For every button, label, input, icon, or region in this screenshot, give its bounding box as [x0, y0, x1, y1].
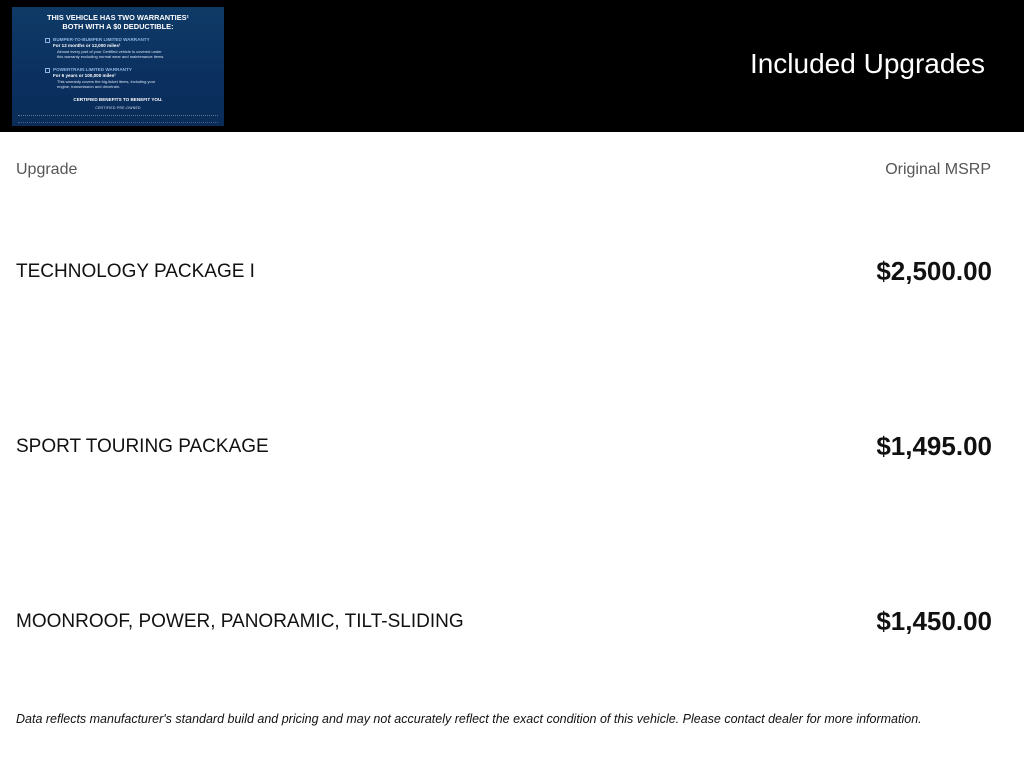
column-header-upgrade: Upgrade: [16, 161, 78, 178]
upgrade-name: MOONROOF, POWER, PANORAMIC, TILT-SLIDING: [16, 611, 464, 632]
banner-logos: CERTIFIED PRE-OWNED: [95, 106, 141, 110]
page-header: [0, 0, 1024, 132]
banner-warranty-description: This warranty covers the big-ticket items, including your engine, transmission and drivetrain.: [57, 79, 156, 89]
upgrade-price: $1,495.00: [876, 431, 992, 461]
banner-warranty-name: BUMPER-TO-BUMPER LIMITED WARRANTY: [53, 37, 150, 42]
disclaimer-text: Data reflects manufacturer's standard build and pricing and may not accurately reflect the exact condition of this vehicle. Please contact dealer for more information.: [16, 712, 922, 726]
page-title: Included Upgrades: [749, 48, 985, 79]
banner-tagline: CERTIFIED BENEFITS TO BENEFIT YOU.: [73, 97, 163, 102]
upgrade-name: TECHNOLOGY PACKAGE I: [16, 261, 255, 282]
banner-heading: THIS VEHICLE HAS TWO WARRANTIES¹ BOTH WITH A $0 DEDUCTIBLE:: [46, 13, 190, 31]
banner-warranty-name: POWERTRAIN LIMITED WARRANTY: [53, 67, 132, 72]
checkbox-icon: [45, 38, 50, 43]
warranty-banner-image: [12, 7, 224, 126]
checkbox-icon: [45, 68, 50, 73]
banner-fine-print: [18, 115, 218, 123]
banner-warranty-term: For 12 months or 12,000 miles¹: [53, 43, 121, 48]
upgrade-price: $1,450.00: [876, 606, 992, 636]
banner-warranty-term: For 6 years or 100,000 miles¹: [53, 73, 116, 78]
upgrade-price: $2,500.00: [876, 256, 992, 286]
banner-warranty-description: Almost every part of your Certified vehicle is covered under this warranty excluding normal wear and maintenance items.: [57, 49, 165, 59]
column-header-msrp: Original MSRP: [885, 161, 991, 178]
upgrade-name: SPORT TOURING PACKAGE: [16, 436, 269, 457]
